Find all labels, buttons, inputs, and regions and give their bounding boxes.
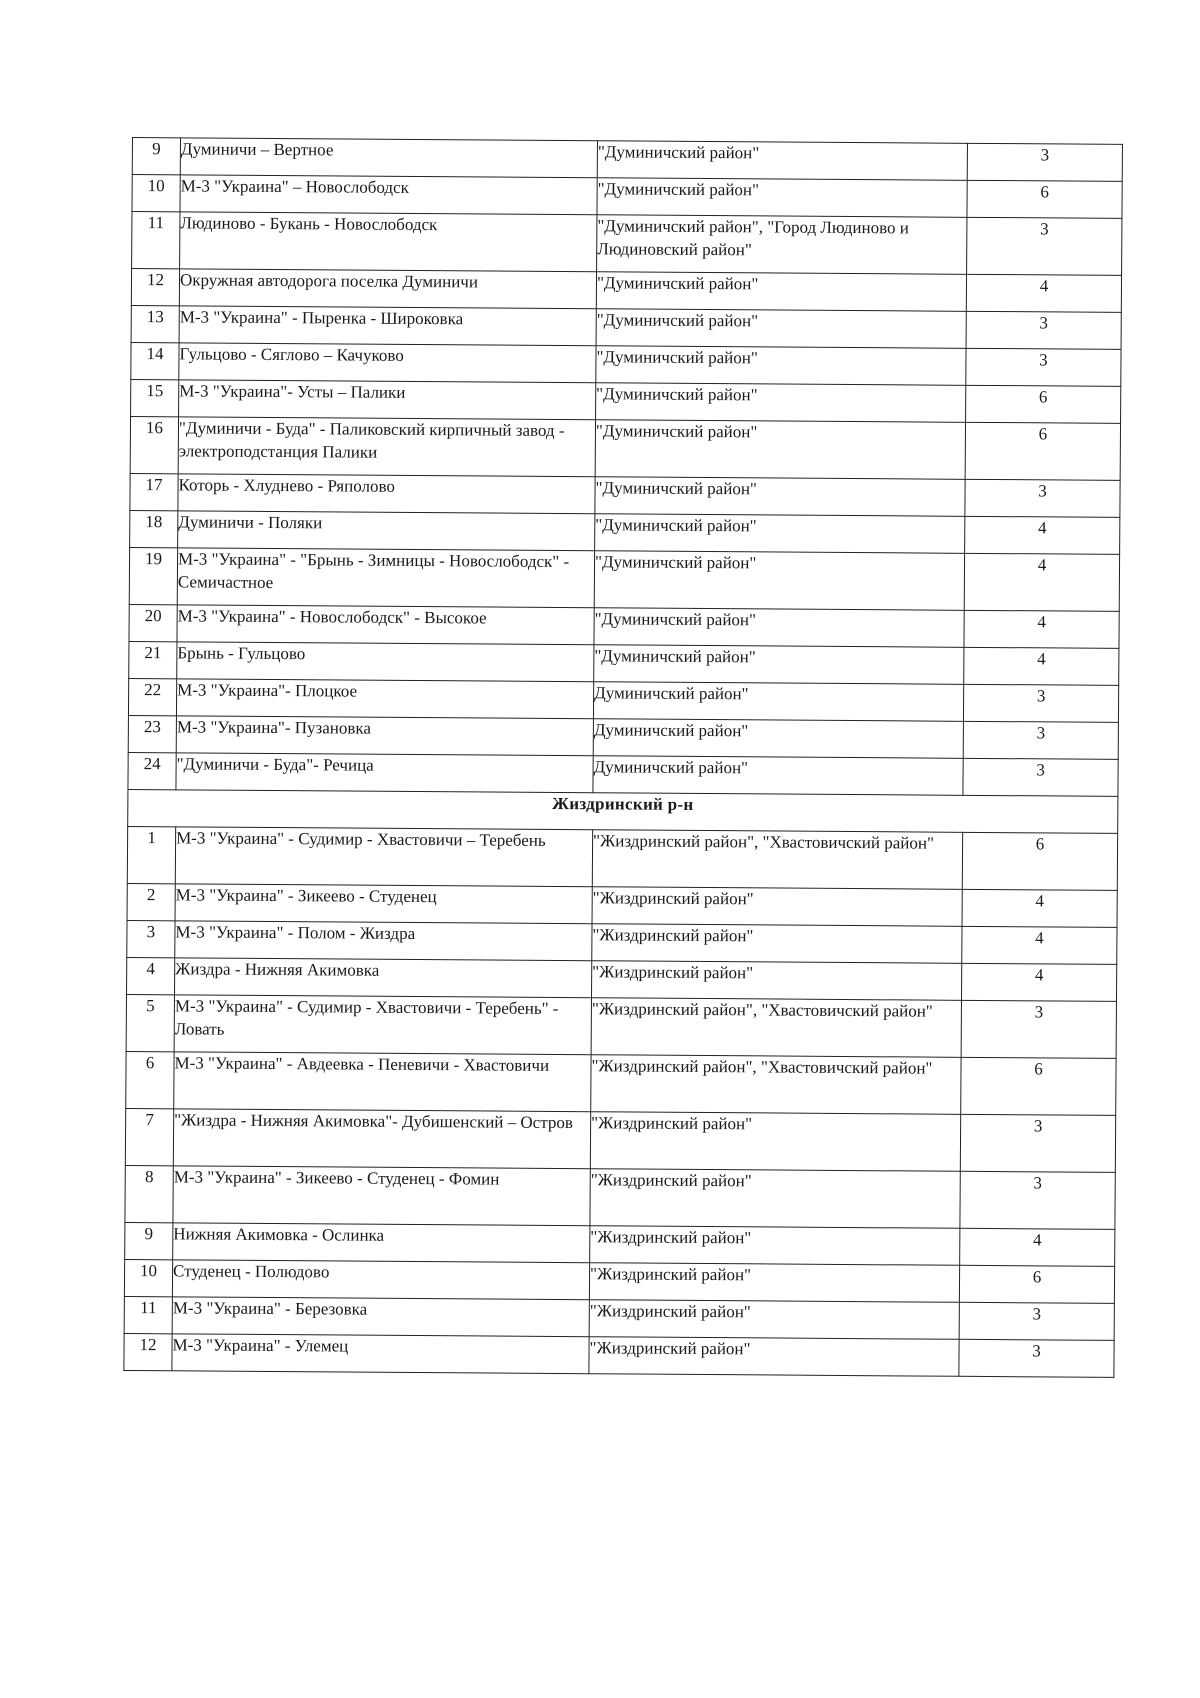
road-length: 3 [965,479,1120,517]
district-name: "Думиничский район" [597,178,967,218]
road-length: 4 [964,647,1119,685]
table-row [126,1051,1116,1115]
road-length: 3 [959,1302,1114,1340]
table-row [127,826,1117,890]
road-length: 3 [966,311,1121,349]
row-number: 10 [132,175,180,212]
district-name: "Жиздринский район", "Хвастовичский район" [592,830,962,890]
road-name: Окружная автодорога поселка Думиничи [179,269,596,309]
road-length: 3 [959,1339,1114,1377]
row-number: 23 [128,715,176,752]
road-length: 3 [967,143,1122,181]
road-name: М-3 "Украина" - Полом - Жиздра [175,921,592,961]
row-number: 12 [124,1333,172,1370]
road-name: Студенец - Полюдово [172,1260,589,1300]
row-number: 24 [128,752,176,789]
road-name: М-3 "Украина" - "Брынь - Зимницы - Новослободск" - Семичастное [177,548,594,608]
district-name: "Думиничский район" [595,514,965,554]
row-number: 11 [124,1296,172,1333]
table-row [124,1333,1114,1377]
row-number: 21 [129,641,177,678]
row-number: 17 [130,473,178,510]
district-name: "Думиничский район" [596,346,966,386]
road-length: 6 [966,385,1121,423]
road-name: Жиздра - Нижняя Акимовка [175,958,592,998]
district-name: "Думиничский район" [595,477,965,517]
row-number: 4 [127,957,175,994]
table-row [132,212,1122,276]
road-name: Думиничи - Поляки [178,511,595,551]
row-number: 3 [127,920,175,957]
district-name: "Думиничский район" [596,309,966,349]
road-name: М-3 "Украина" - Пыренка - Широковка [179,306,596,346]
district-name: "Думиничский район", "Город Людиново и Людиновский район" [597,215,967,275]
row-number: 16 [130,416,178,473]
road-length: 4 [961,963,1116,1001]
district-name: "Думиничский район" [596,272,966,312]
district-name: "Жиздринский район" [592,887,962,927]
road-name: М-3 "Украина" - Новослободск" - Высокое [177,605,594,645]
road-name: Нижняя Акимовка - Ослинка [173,1223,590,1263]
row-number: 20 [129,604,177,641]
row-number: 1 [127,826,175,883]
row-number: 8 [125,1165,173,1222]
row-number: 11 [132,212,180,269]
table-row [129,547,1119,611]
row-number: 19 [129,547,177,604]
district-name: "Думиничский район" [596,383,966,423]
district-name: "Жиздринский район" [592,924,962,964]
road-length: 3 [963,721,1118,759]
road-length: 6 [961,1057,1116,1115]
road-name: М-3 "Украина" - Зикеево - Студенец - Фомин [173,1166,590,1226]
road-name: "Думиничи - Буда" - Паликовский кирпичный завод - электроподстанция Палики [178,417,595,477]
road-length: 4 [966,274,1121,312]
row-number: 9 [132,138,180,175]
road-name: Брынь - Гульцово [177,642,594,682]
road-length: 6 [965,422,1120,480]
road-name: М-3 "Украина"- Пузановка [176,716,593,756]
district-name: "Жиздринский район" [589,1263,959,1303]
district-name: "Думиничский район" [594,551,964,611]
district-name: "Жиздринский район" [590,1226,960,1266]
road-length: 4 [960,1228,1115,1266]
district-name: "Жиздринский район" [590,1169,960,1229]
road-name: М-3 "Украина" – Новослободск [180,175,597,215]
road-name: М-3 "Украина" - Березовка [172,1297,589,1337]
road-name: М-3 "Украина"- Усты – Палики [179,380,596,420]
road-length: 6 [959,1265,1114,1303]
road-name: М-3 "Украина" - Улемец [172,1334,589,1374]
road-name: "Жиздра - Нижняя Акимовка"- Дубишенский – Остров [173,1109,590,1169]
road-length: 4 [965,516,1120,554]
road-name: М-3 "Украина"- Плоцкое [176,679,593,719]
road-name: М-3 "Украина" - Авдеевка - Пеневичи - Хвастовичи [174,1052,591,1112]
row-number: 7 [125,1108,173,1165]
row-number: 5 [126,994,174,1051]
row-number: 14 [131,342,179,379]
road-name: Думиничи – Вертное [180,138,597,178]
district-name: "Жиздринский район" [589,1337,959,1377]
district-name: Думиничский район" [593,756,963,796]
zhizdra-section-rows [124,826,1118,1377]
road-name: Которь - Хлуднево - Ряполово [178,474,595,514]
road-length: 3 [960,1171,1115,1229]
road-length: 3 [963,758,1118,796]
row-number: 10 [124,1259,172,1296]
row-number: 2 [127,883,175,920]
row-number: 9 [125,1222,173,1259]
row-number: 13 [131,305,179,342]
road-name: Гульцово - Сяглово – Качуково [179,343,596,383]
road-length: 4 [962,926,1117,964]
district-name: "Думиничский район" [594,608,964,648]
road-length: 6 [962,832,1117,890]
district-name: "Жиздринский район" [592,961,962,1001]
district-name: "Жиздринский район" [590,1112,960,1172]
row-number: 18 [130,510,178,547]
table-row [126,994,1116,1058]
district-name: "Думиничский район" [597,141,967,181]
road-length: 4 [964,610,1119,648]
roads-table [123,137,1123,1378]
road-length: 4 [962,889,1117,927]
district-name: "Думиничский район" [594,645,964,685]
district-name: "Думиничский район" [595,420,965,480]
road-length: 4 [964,553,1119,611]
road-name: Людиново - Букань - Новослободск [180,212,597,272]
road-length: 3 [967,217,1122,275]
road-length: 6 [967,180,1122,218]
district-name: "Жиздринский район", "Хвастовичский район" [591,998,961,1058]
road-length: 3 [966,348,1121,386]
duminichi-section-rows [128,138,1123,797]
road-name: М-3 "Украина" - Судимир - Хвастовичи - Теребень" - Ловать [174,995,591,1055]
row-number: 15 [131,379,179,416]
table-row [125,1165,1115,1229]
row-number: 6 [126,1051,174,1108]
row-number: 22 [128,678,176,715]
row-number: 12 [131,269,179,306]
table-row [130,416,1120,480]
section-title: Жиздринский р-н [128,789,1118,833]
district-name: Думиничский район" [593,719,963,759]
road-name: "Думиничи - Буда"- Речица [176,753,593,793]
district-name: "Жиздринский район" [589,1300,959,1340]
district-name: "Жиздринский район", "Хвастовичский район" [591,1055,961,1115]
road-name: М-3 "Украина" - Зикеево - Студенец [175,884,592,924]
road-length: 3 [963,684,1118,722]
road-name: М-3 "Украина" - Судимир - Хвастовичи – Теребень [175,827,592,887]
road-length: 3 [961,1000,1116,1058]
road-length: 3 [960,1114,1115,1172]
district-name: Думиничский район" [593,682,963,722]
table-row [125,1108,1115,1172]
